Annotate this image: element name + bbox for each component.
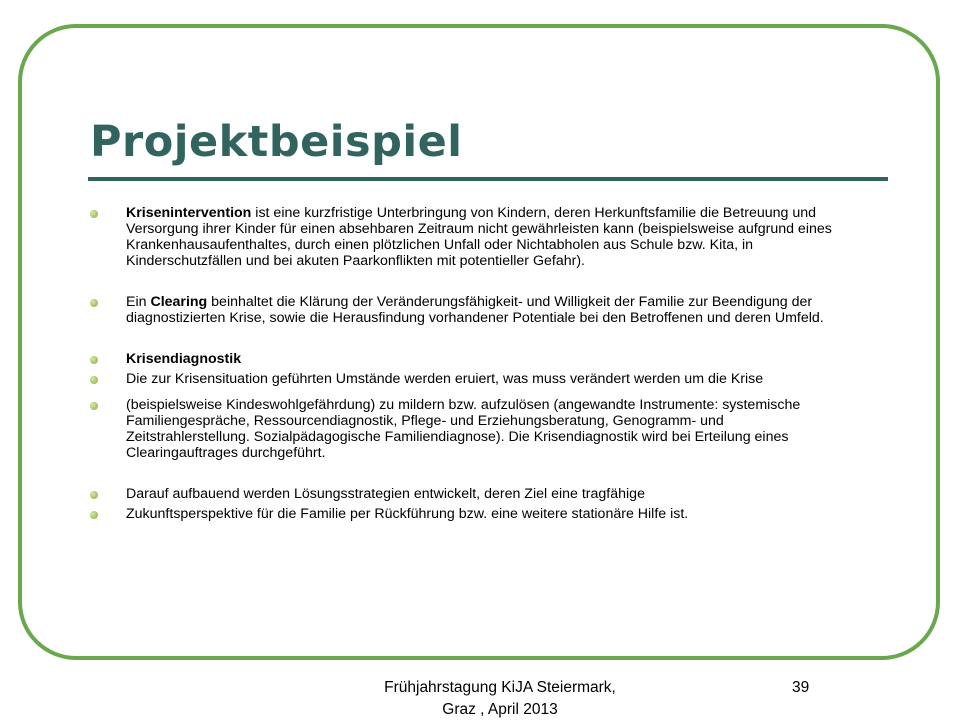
bullet-dot-icon: [90, 299, 98, 307]
title-underline: [88, 177, 888, 181]
bullet-dot-icon: [90, 402, 98, 410]
bullet-krisenintervention: Krisenintervention ist eine kurzfristige Unterbringung von Kindern, deren Herkunftsfamilie die Betreuung und Versorgung ihrer Kinder für einen absehbaren Zeitraum nicht gewährleisten kann (beispielsweise aufgrund eines Krankenhausaufenthaltes, durch einen plötzlichen Unfall oder Nichtabholen aus Schule bzw. Kita, in Kinderschutzfällen und bei akuten Paarkonflikten mit potentieller Gefahr).: [90, 205, 850, 269]
footer-line-1: Frühjahrstagung KiJA Steiermark,: [384, 679, 616, 696]
slide-title: Projektbeispiel: [90, 117, 463, 167]
page-number: 39: [792, 679, 810, 696]
bullet-term: Clearing: [150, 294, 208, 310]
bullet-list: [90, 205, 850, 522]
bullet-dot-icon: [90, 491, 98, 499]
bullet-krisendiagnostik: [90, 351, 850, 367]
bullet-term: Krisendiagnostik: [126, 351, 242, 367]
bullet-dot-icon: [90, 511, 98, 519]
bullet-dot-icon: [90, 356, 98, 364]
footer-line-2: Graz , April 2013: [442, 701, 558, 718]
bullet-loesungsstrategien: Darauf aufbauend werden Lösungsstrategien entwickelt, deren Ziel eine tragfähige: [90, 486, 850, 502]
bullet-clearing: Ein Clearing beinhaltet die Klärung der Veränderungsfähigkeit- und Willigkeit der Familie zur Beendigung der diagnostizierten Krise, sowie die Herausfindung vorhandener Potentiale bei den Betroffenen und deren Umfeld.: [90, 294, 850, 326]
bullet-umstaende: Die zur Krisensituation geführten Umstände werden eruiert, was muss verändert werden um die Krise: [90, 371, 850, 387]
bullet-dot-icon: [90, 210, 98, 218]
footer-text: [355, 677, 645, 721]
bullet-dot-icon: [90, 376, 98, 384]
bullet-zukunftsperspektive: Zukunftsperspektive für die Familie per Rückführung bzw. eine weitere stationäre Hilfe ist.: [90, 506, 850, 522]
bullet-term: Krisenintervention: [126, 205, 252, 221]
bullet-instrumente: (beispielsweise Kindeswohlgefährdung) zu mildern bzw. aufzulösen (angewandte Instrumente: systemische Familiengespräche, Ressourcendiagnostik, Pflege- und Erziehungsberatung, Genogramm- und Zeitstrahlerstellung. Sozialpädagogische Familiendiagnose). Die Krisendiagnostik wird bei Erteilung eines Clearingauftrages durchgeführt.: [90, 397, 850, 461]
